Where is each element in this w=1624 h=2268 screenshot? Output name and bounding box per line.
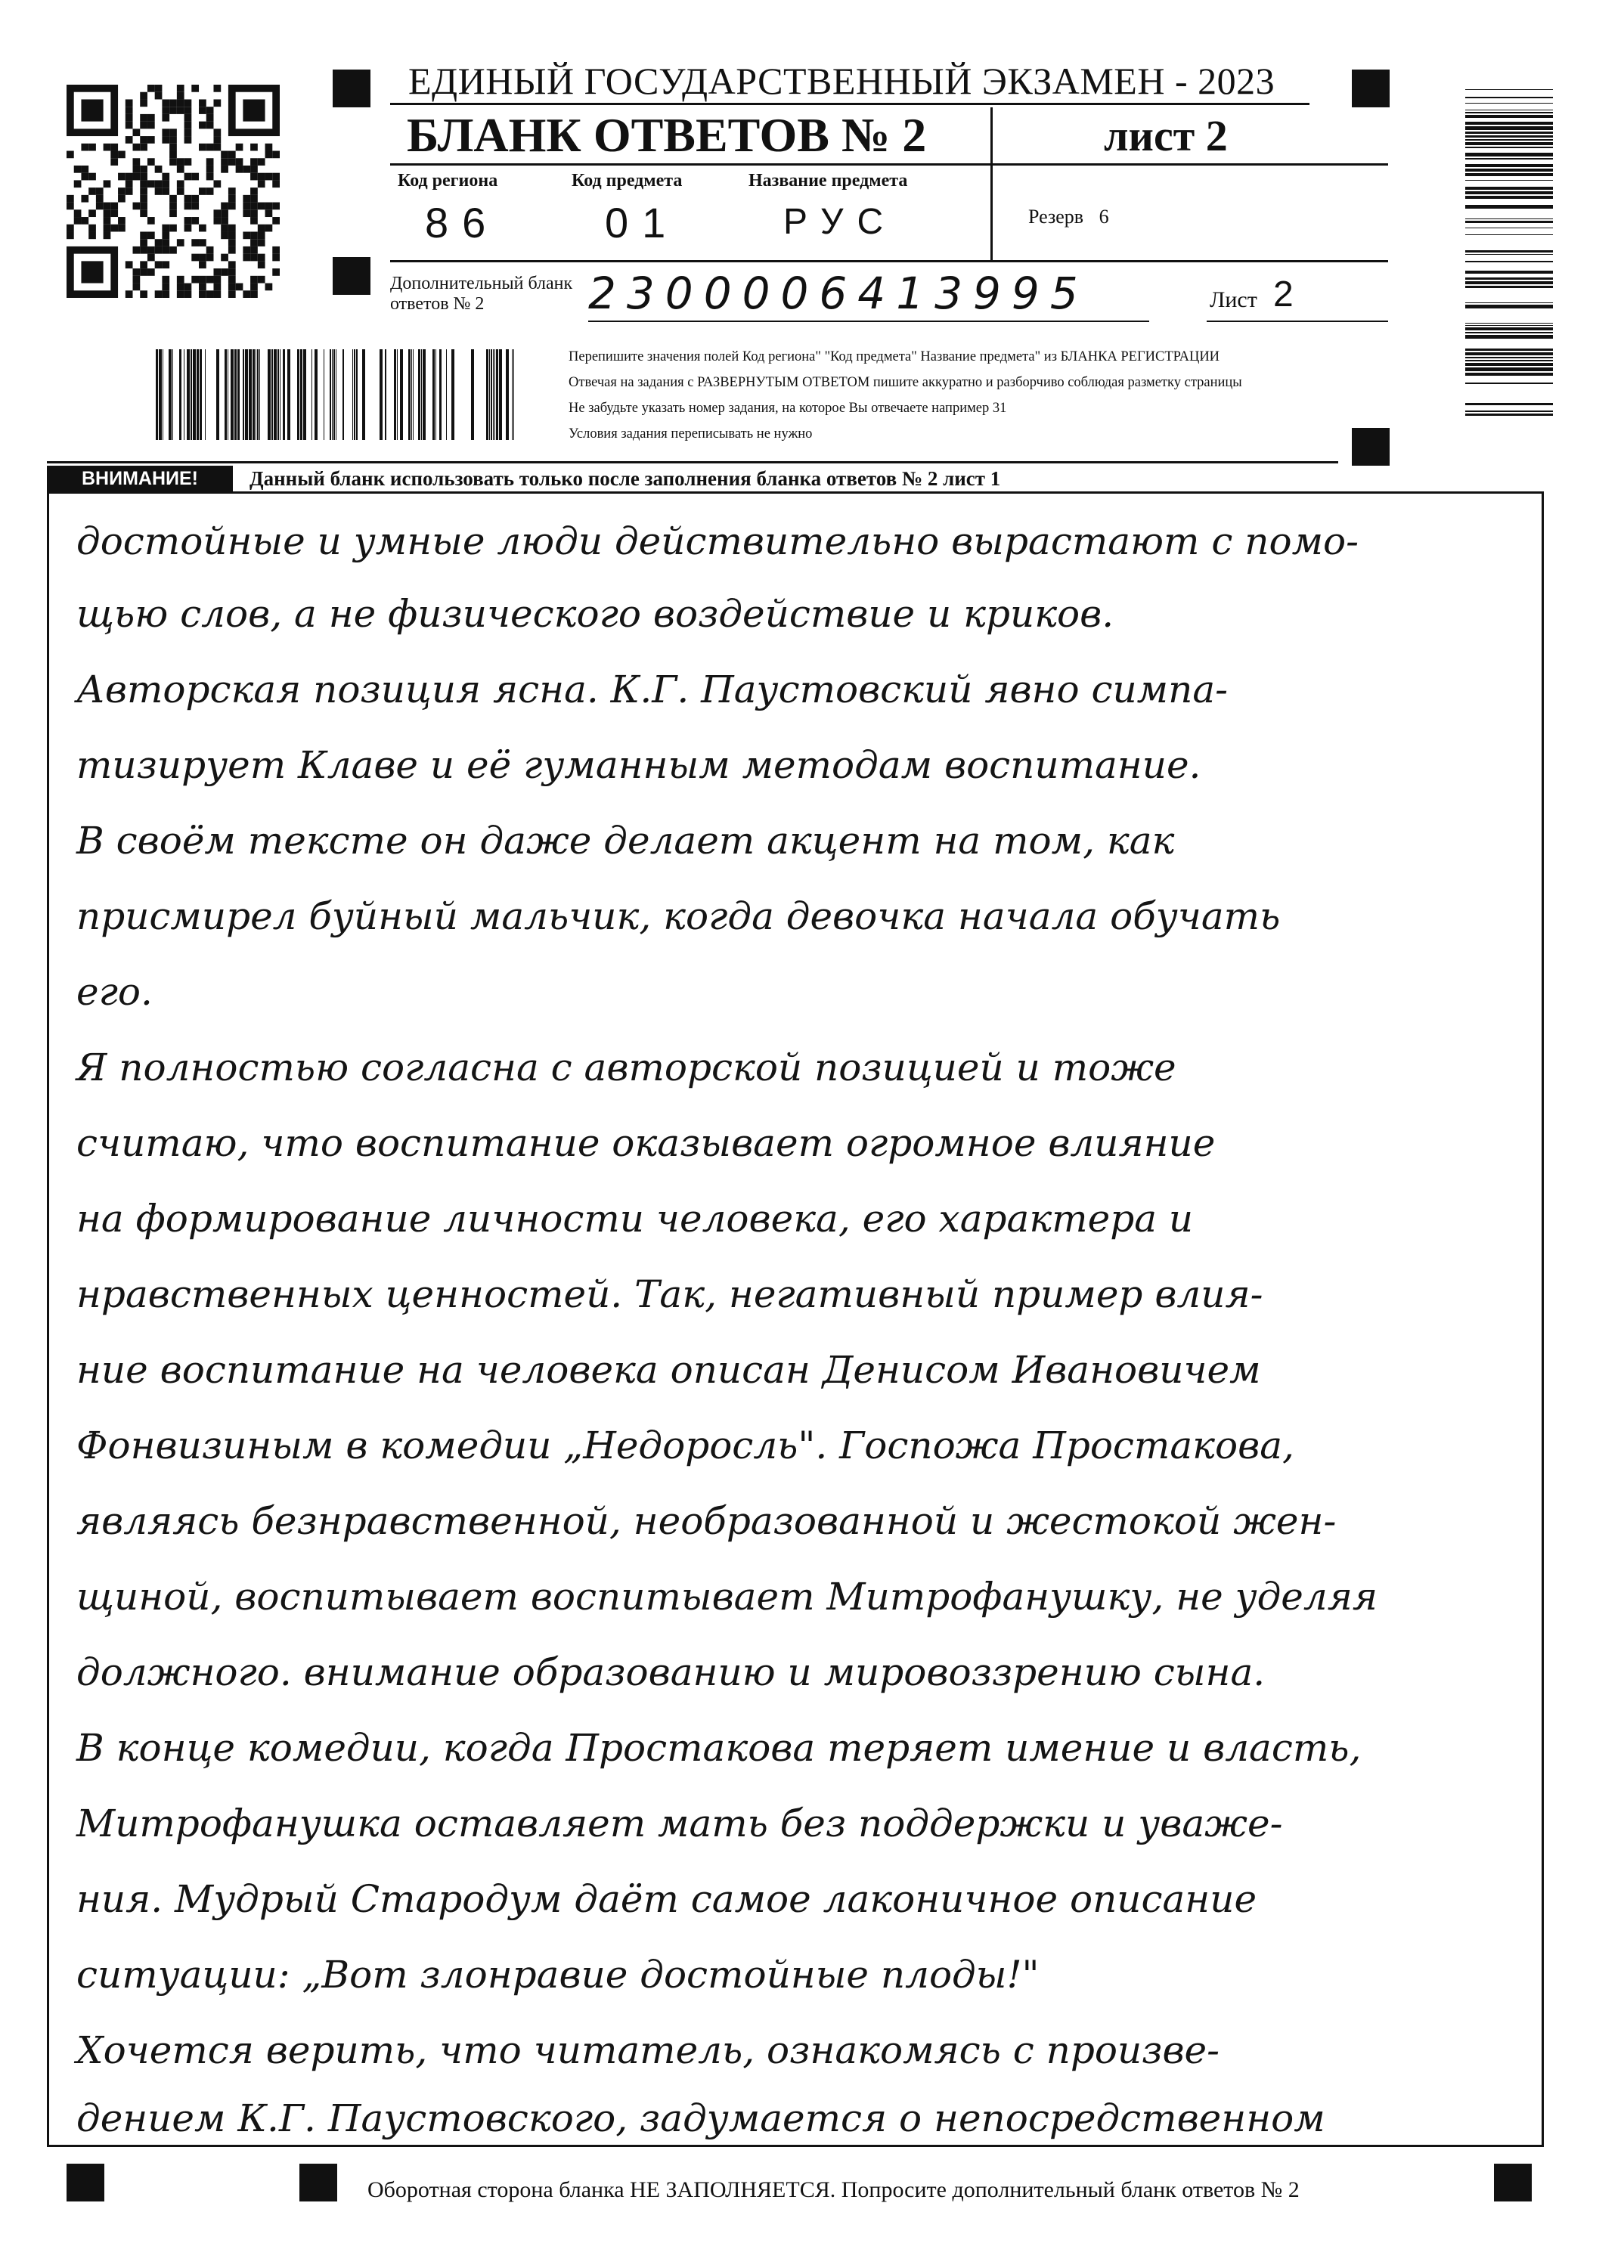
blank-title: БЛАНК ОТВЕТОВ № 2	[407, 108, 927, 162]
answer-line-10: на формирование личности человека, его характера и	[76, 1197, 1194, 1241]
footer-notice: Оборотная сторона бланка НЕ ЗАПОЛНЯЕТСЯ. Попросите дополнительный бланк ответов № 2	[367, 2177, 1300, 2202]
subject-name-value: РУС	[783, 202, 897, 242]
instruction-line-2: Отвечая на задания с РАЗВЕРНУТЫМ ОТВЕТОМ пишите аккуратно и разборчиво соблюдая разметку страницы	[569, 375, 1242, 390]
answer-line-3: Авторская позиция ясна. К.Г. Паустовский явно симпа-	[76, 668, 1229, 711]
region-value: 86	[425, 199, 500, 246]
answer-line-22: дением К.Г. Паустовского, задумается о непосредственном	[76, 2096, 1325, 2140]
answer-line-11: нравственных ценностей. Так, негативный пример влия-	[76, 1272, 1263, 1316]
subject-code-label: Код предмета	[572, 171, 683, 191]
header-divider	[990, 107, 993, 262]
answer-line-16: должного. внимание образованию и мировоззрению сына.	[76, 1650, 1266, 1694]
header-rule-3	[390, 260, 1388, 262]
instruction-line-1: Перепишите значения полей Код региона" "Код предмета" Название предмета" из БЛАНКА РЕГИСТРАЦИИ	[569, 349, 1220, 364]
answer-line-6: присмирел буйный мальчик, когда девочка начала обучать	[76, 894, 1281, 938]
registration-marker-bottom-3	[1494, 2164, 1532, 2201]
answer-line-14: являясь безнравственной, необразованной и жестокой жен-	[76, 1499, 1337, 1543]
attention-text: Данный бланк использовать только после заполнения бланка ответов № 2 лист 1	[249, 467, 1001, 490]
horizontal-barcode	[156, 349, 514, 440]
attention-badge: ВНИМАНИЕ!	[47, 466, 233, 491]
answer-area	[47, 491, 1544, 2147]
answer-line-18: Митрофанушка оставляет мать без поддержки и уваже-	[76, 1802, 1283, 1845]
qr-code	[67, 85, 280, 298]
answer-line-20: ситуации: „Вот злонравие достойные плоды!"	[76, 1953, 1040, 1997]
answer-line-1: достойные и умные люди действительно вырастают с помо-	[76, 519, 1359, 563]
answer-line-7: его.	[76, 970, 153, 1014]
reserve-field	[1028, 206, 1109, 228]
extra-blank-number: 2300006413995	[588, 268, 1089, 319]
answer-line-15: щиной, воспитывает воспитывает Митрофанушку, не уделяя	[76, 1575, 1378, 1619]
registration-marker-mid-right	[1352, 428, 1390, 466]
vertical-barcode	[1465, 89, 1553, 416]
extra-blank-underline	[588, 321, 1149, 322]
region-label: Код региона	[398, 171, 498, 191]
answer-line-5: В своём тексте он даже делает акцент на том, как	[76, 819, 1175, 863]
exam-title: ЕДИНЫЙ ГОСУДАРСТВЕННЫЙ ЭКЗАМЕН - 2023	[408, 60, 1275, 102]
registration-marker-top-left	[333, 70, 370, 107]
list-label: Лист	[1210, 287, 1257, 312]
sheet-title: лист 2	[1104, 111, 1228, 160]
registration-marker-bottom-1	[67, 2164, 104, 2201]
subject-name-label: Название предмета	[748, 171, 908, 191]
registration-marker-top-right	[1352, 70, 1390, 107]
registration-marker-bottom-2	[299, 2164, 337, 2201]
answer-line-13: Фонвизиным в комедии „Недоросль". Госпожа Простакова,	[76, 1424, 1294, 1467]
answer-line-19: ния. Мудрый Стародум даёт самое лаконичное описание	[76, 1877, 1257, 1921]
answer-line-4: тизирует Клаве и её гуманным методам воспитание.	[76, 743, 1201, 787]
instruction-line-4: Условия задания переписывать не нужно	[569, 426, 813, 442]
header-rule-2	[390, 163, 1388, 166]
answer-line-17: В конце комедии, когда Простакова теряет имение и власть,	[76, 1726, 1362, 1770]
extra-blank-label: Дополнительный бланк ответов № 2	[390, 274, 573, 314]
answer-line-2: щью слов, а не физического воздействие и криков.	[76, 592, 1114, 636]
reserve-value: 6	[1099, 206, 1109, 228]
list-underline	[1207, 321, 1388, 322]
header-rule-1	[390, 103, 1309, 105]
answer-line-9: считаю, что воспитание оказывает огромное влияние	[76, 1121, 1216, 1165]
instructions-underline	[47, 461, 1338, 463]
reserve-label: Резерв	[1028, 206, 1084, 228]
instruction-line-3: Не забудьте указать номер задания, на которое Вы отвечаете например 31	[569, 401, 1007, 416]
subject-code-value: 01	[605, 199, 680, 246]
answer-line-12: ние воспитание на человека описан Денисом Ивановичем	[76, 1348, 1261, 1392]
list-number: 2	[1273, 274, 1294, 314]
answer-line-21: Хочется верить, что читатель, ознакомясь с произве-	[76, 2028, 1220, 2072]
answer-line-8: Я полностью согласна с авторской позицией и тоже	[76, 1046, 1176, 1089]
registration-marker-mid-left	[333, 257, 370, 295]
